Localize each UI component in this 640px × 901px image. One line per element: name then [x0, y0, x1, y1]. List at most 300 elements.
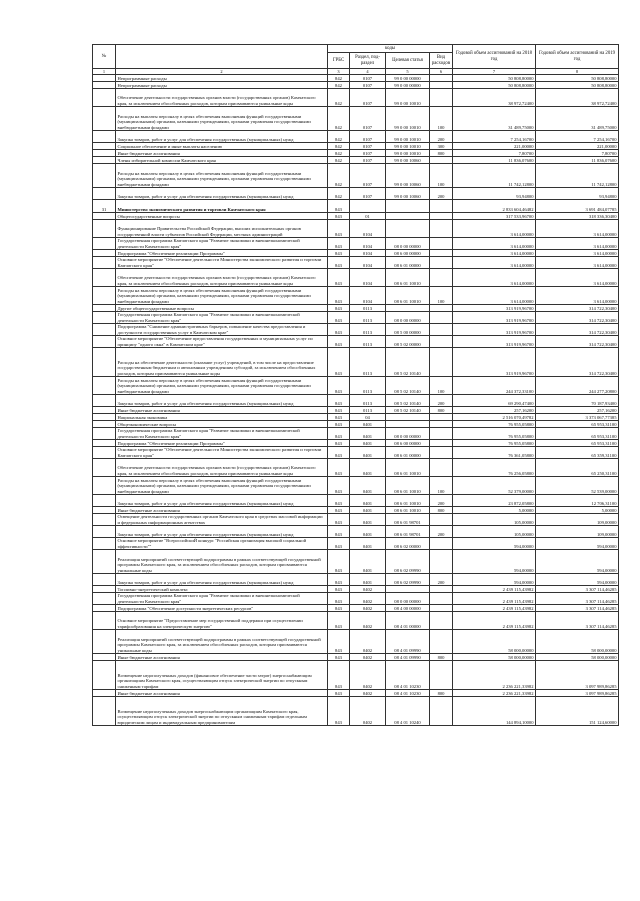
row-target-article: 08 5 02 10140 — [386, 407, 430, 414]
row-amount-2018: 3 614,00000 — [453, 238, 536, 250]
row-expense-type — [430, 89, 453, 107]
row-grbs: 843 — [328, 269, 350, 287]
row-grbs: 843 — [328, 690, 350, 697]
row-target-article: 08 6 01 10010 — [386, 477, 430, 495]
row-target-article — [386, 586, 430, 593]
row-name: Министерство экономического развития и торговли Камчатского края — [116, 200, 328, 213]
row-razdel: 0104 — [350, 269, 386, 287]
row-razdel: 0401 — [350, 538, 386, 550]
row-expense-type: 800 — [430, 150, 453, 157]
row-number — [93, 150, 116, 157]
row-number — [93, 107, 116, 131]
row-expense-type — [430, 550, 453, 574]
row-target-article: 08 0 00 00000 — [386, 428, 430, 440]
row-expense-type: 800 — [430, 690, 453, 697]
row-target-article: 99 0 00 10060 — [386, 157, 430, 164]
row-grbs: 843 — [328, 213, 350, 220]
row-target-article: 08 6 01 98701 — [386, 514, 430, 526]
row-amount-2019: 314 722,30400 — [536, 324, 619, 336]
row-expense-type — [430, 250, 453, 257]
row-amount-2018: 313 919,96700 — [453, 312, 536, 324]
row-target-article: 08 5 00 00000 — [386, 324, 430, 336]
row-razdel: 0113 — [350, 324, 386, 336]
row-amount-2018: 2 439 115,43982 — [453, 586, 536, 593]
row-name: Освещение деятельности государственных органов Камчатского края в средствах массовой информации и федеральных информационных агентствах — [116, 514, 328, 526]
row-name: Основное мероприятие "Обеспечение деятельности Министерства экономического развития и торговли Камчатского края" — [116, 447, 328, 459]
row-name: Реализация мероприятий соответствующей подпрограммы в рамках соответствующей государственной программы Камчатского края, за исключением обособленных расходов, которым присваиваются уникальные коды — [116, 630, 328, 654]
row-name: Закупка товаров, работ и услуг для обеспечения государственных (муниципальных) нужд — [116, 574, 328, 586]
table-row — [93, 612, 619, 630]
row-target-article: 08 6 01 00000 — [386, 447, 430, 459]
row-amount-2019: 3 373 067,77385 — [536, 414, 619, 421]
row-name: Основное мероприятие "ВсероссийскиЙ конкурс "Российская организация высокой социальной эффективности"" — [116, 538, 328, 550]
row-name: Подпрограмма "Обеспечение реализации Программы" — [116, 250, 328, 257]
row-number — [93, 440, 116, 447]
row-number — [93, 324, 116, 336]
row-razdel: 0107 — [350, 131, 386, 143]
row-amount-2018: 3 614,00000 — [453, 269, 536, 287]
header-year-2018: Годовой объем ассигнований на 2018 год — [453, 45, 536, 69]
row-expense-type: 200 — [430, 188, 453, 200]
row-number — [93, 407, 116, 414]
row-number — [93, 550, 116, 574]
row-target-article: 99 0 00 10010 — [386, 143, 430, 150]
row-amount-2019: 50 808,80000 — [536, 82, 619, 89]
row-amount-2018: 2 439 115,43982 — [453, 593, 536, 605]
row-amount-2019: 3 097 989,86285 — [536, 661, 619, 690]
row-amount-2019: 5,00000 — [536, 507, 619, 514]
row-target-article: 08 4 01 00000 — [386, 612, 430, 630]
row-amount-2018: 313 919,96700 — [453, 348, 536, 377]
row-target-article: 99 0 00 10010 — [386, 150, 430, 157]
row-amount-2019: 3 691 484,07785 — [536, 200, 619, 213]
header-year-2019: Годовой объем ассигнований на 2019 год — [536, 45, 619, 69]
table-row — [93, 414, 619, 421]
row-razdel: 0104 — [350, 220, 386, 238]
table-row — [93, 213, 619, 220]
row-razdel: 0401 — [350, 514, 386, 526]
row-amount-2018: 50 808,80000 — [453, 82, 536, 89]
table-row — [93, 257, 619, 269]
table-row — [93, 447, 619, 459]
row-amount-2019: 314 722,30400 — [536, 348, 619, 377]
row-number — [93, 89, 116, 107]
row-number — [93, 82, 116, 89]
row-amount-2019: 594,00000 — [536, 550, 619, 574]
row-number: 31 — [93, 200, 116, 213]
row-name: Другие общегосударственные вопросы — [116, 305, 328, 312]
row-expense-type — [430, 440, 453, 447]
row-razdel: 0104 — [350, 238, 386, 250]
row-grbs: 843 — [328, 586, 350, 593]
row-grbs: 843 — [328, 507, 350, 514]
row-grbs: 843 — [328, 593, 350, 605]
row-grbs: 843 — [328, 287, 350, 305]
row-expense-type: 200 — [430, 574, 453, 586]
row-expense-type: 300 — [430, 143, 453, 150]
row-amount-2019: 65 953,31100 — [536, 428, 619, 440]
row-grbs: 842 — [328, 188, 350, 200]
table-row — [93, 654, 619, 661]
row-name: Основное мероприятие "Предоставление мер государственной поддержки при осуществлении тарифообразования на электрическую энергию" — [116, 612, 328, 630]
row-name: Возмещение недополученных доходов (финансовое обеспечение части затрат) энергоснабжающим организациям Камчатского края, осуществляющим отпуск электрической энергии по отпускным сниженным тарифам — [116, 661, 328, 690]
row-name: Национальная экономика — [116, 414, 328, 421]
table-row — [93, 605, 619, 612]
row-expense-type — [430, 157, 453, 164]
table-row — [93, 586, 619, 593]
row-name: Государственная программа Камчатского края "Развитие экономики и внешнеэкономической деятельности Камчатского края" — [116, 312, 328, 324]
row-target-article: 99 0 00 10010 — [386, 89, 430, 107]
row-name: Члены избирательной комиссии Камчатского края — [116, 157, 328, 164]
column-number-label: 7 — [453, 69, 536, 75]
row-grbs: 843 — [328, 514, 350, 526]
row-number — [93, 630, 116, 654]
row-razdel: 0402 — [350, 654, 386, 661]
row-razdel: 01 — [350, 213, 386, 220]
row-razdel: 0107 — [350, 82, 386, 89]
table-row — [93, 107, 619, 131]
row-amount-2019: 58 000,00000 — [536, 654, 619, 661]
row-name: Реализация мероприятий соответствующей подпрограммы в рамках соответствующей государственной программы Камчатского края, за исключением обособленных расходов, которым присваиваются уникальные коды — [116, 550, 328, 574]
row-name: Топливно-энергетический комплекс — [116, 586, 328, 593]
row-amount-2019: 93,94800 — [536, 188, 619, 200]
row-amount-2019: 3 307 114,46285 — [536, 612, 619, 630]
row-number — [93, 514, 116, 526]
row-amount-2018: 69 290,47400 — [453, 395, 536, 407]
row-razdel: 0113 — [350, 305, 386, 312]
row-target-article: 08 6 01 10010 — [386, 507, 430, 514]
row-grbs: 843 — [328, 312, 350, 324]
row-number — [93, 188, 116, 200]
row-amount-2018: 38 972,72400 — [453, 89, 536, 107]
row-target-article: 99 0 00 10010 — [386, 107, 430, 131]
row-amount-2019: 314 722,30400 — [536, 305, 619, 312]
row-razdel: 0104 — [350, 257, 386, 269]
row-amount-2018: 2 516 070,49782 — [453, 414, 536, 421]
row-grbs: 843 — [328, 654, 350, 661]
row-expense-type — [430, 238, 453, 250]
row-amount-2019: 65 953,31100 — [536, 440, 619, 447]
row-number — [93, 459, 116, 477]
row-number — [93, 605, 116, 612]
row-name: Государственная программа Камчатского края "Развитие экономики и внешнеэкономической деятельности Камчатского края" — [116, 428, 328, 440]
column-number-label: 5 — [386, 69, 430, 75]
row-amount-2019: 314 722,30400 — [536, 336, 619, 348]
row-grbs: 843 — [328, 526, 350, 538]
row-grbs: 842 — [328, 107, 350, 131]
row-grbs: 843 — [328, 605, 350, 612]
row-amount-2019: 58 000,00000 — [536, 630, 619, 654]
row-razdel: 0401 — [350, 495, 386, 507]
row-name: Расходы на обеспечение деятельности (оказание услуг) учреждений, в том числе на предоставление государственным бюджетным и автономным учреждениям субсидий, за исключением обособленных расходов, которым присваиваются уникальные коды — [116, 348, 328, 377]
row-amount-2019: 244 277,20800 — [536, 377, 619, 395]
row-target-article: 99 0 00 10010 — [386, 131, 430, 143]
row-amount-2018: 313 919,96700 — [453, 305, 536, 312]
row-grbs: 843 — [328, 495, 350, 507]
row-expense-type — [430, 200, 453, 213]
row-number — [93, 428, 116, 440]
row-name: Государственная программа Камчатского края "Развитие экономики и внешнеэкономической деятельности Камчатского края" — [116, 238, 328, 250]
row-name: Функционирование Правительства Российской Федерации, высших исполнительных органов государственной власти субъектов Российской Федерации, местных администраций — [116, 220, 328, 238]
row-target-article: 99 0 00 10060 — [386, 188, 430, 200]
row-amount-2019: 3 307 114,46285 — [536, 586, 619, 593]
row-amount-2019: 3 614,00000 — [536, 220, 619, 238]
row-name: Непрограммные расходы — [116, 75, 328, 82]
table-row — [93, 428, 619, 440]
row-expense-type — [430, 324, 453, 336]
row-razdel: 0402 — [350, 593, 386, 605]
table-row — [93, 348, 619, 377]
row-amount-2018: 3 614,00000 — [453, 250, 536, 257]
row-amount-2018: 3 614,00000 — [453, 287, 536, 305]
row-amount-2018: 58 000,00000 — [453, 654, 536, 661]
row-target-article: 08 5 02 10140 — [386, 377, 430, 395]
row-target-article: 08 6 02 09990 — [386, 550, 430, 574]
column-number-label: 4 — [350, 69, 386, 75]
row-name: Иные бюджетные ассигнования — [116, 690, 328, 697]
row-grbs: 843 — [328, 414, 350, 421]
row-expense-type — [430, 82, 453, 89]
row-target-article: 08 6 00 00000 — [386, 440, 430, 447]
budget-table — [92, 44, 619, 726]
row-razdel: 0113 — [350, 348, 386, 377]
row-amount-2019: 70 187,93400 — [536, 395, 619, 407]
row-number — [93, 697, 116, 726]
header-razdel: Раздел, под-раздел — [350, 53, 386, 69]
row-expense-type: 100 — [430, 164, 453, 188]
row-amount-2019: 3 307 114,46285 — [536, 605, 619, 612]
row-amount-2018: 58 000,00000 — [453, 630, 536, 654]
table-row — [93, 75, 619, 82]
row-razdel: 0113 — [350, 336, 386, 348]
table-row — [93, 250, 619, 257]
table-row — [93, 324, 619, 336]
table-row — [93, 131, 619, 143]
row-grbs: 842 — [328, 82, 350, 89]
header-expense-type: Вид расходов — [430, 53, 453, 69]
table-row — [93, 377, 619, 395]
row-amount-2018: 23 872,05800 — [453, 495, 536, 507]
row-expense-type — [430, 213, 453, 220]
row-number — [93, 447, 116, 459]
table-row — [93, 477, 619, 495]
row-target-article: 08 6 01 98701 — [386, 526, 430, 538]
row-name: Обеспечение деятельности государственных органов власти (государственных органов) Камчатского края, за исключением обособленных расходов, которым присваиваются уникальные коды — [116, 89, 328, 107]
row-number — [93, 526, 116, 538]
row-name: Расходы на выплаты персоналу в целях обеспечения выполнения функций государственными (муниципальными) органами, казенными учреждениями, органами управления государственными внебюджетными фондами — [116, 164, 328, 188]
row-grbs: 843 — [328, 395, 350, 407]
table-row — [93, 440, 619, 447]
row-number — [93, 164, 116, 188]
row-name: Подпрограмма "Обеспечение реализации Программы" — [116, 440, 328, 447]
row-razdel: 0107 — [350, 107, 386, 131]
row-razdel: 0113 — [350, 395, 386, 407]
row-number — [93, 257, 116, 269]
table-row — [93, 507, 619, 514]
row-amount-2018: 594,00000 — [453, 574, 536, 586]
row-amount-2018: 76 955,05800 — [453, 440, 536, 447]
row-name: Иные бюджетные ассигнования — [116, 654, 328, 661]
row-amount-2018: 52 379,00000 — [453, 477, 536, 495]
row-target-article — [386, 220, 430, 238]
row-target-article — [386, 200, 430, 213]
row-target-article: 08 6 00 00000 — [386, 250, 430, 257]
row-target-article: 08 5 02 10140 — [386, 348, 430, 377]
row-grbs: 842 — [328, 164, 350, 188]
table-row — [93, 82, 619, 89]
row-razdel: 0113 — [350, 377, 386, 395]
row-name: Подпрограмма "Снижение административных барьеров, повышение качества предоставления и доступности государственных услуг в Камчатском крае" — [116, 324, 328, 336]
row-expense-type — [430, 661, 453, 690]
row-number — [93, 312, 116, 324]
row-name: Закупка товаров, работ и услуг для обеспечения государственных (муниципальных) нужд — [116, 495, 328, 507]
row-expense-type — [430, 312, 453, 324]
table-row — [93, 550, 619, 574]
row-number — [93, 305, 116, 312]
table-row — [93, 495, 619, 507]
row-amount-2019: 31 489,75000 — [536, 107, 619, 131]
row-name: Закупка товаров, работ и услуг для обеспечения государственных (муниципальных) нужд — [116, 131, 328, 143]
row-razdel: 0401 — [350, 447, 386, 459]
row-amount-2019: 3 307 114,46285 — [536, 593, 619, 605]
row-target-article: 08 6 01 10010 — [386, 495, 430, 507]
row-amount-2019: 109,00000 — [536, 526, 619, 538]
row-name: Государственная программа Камчатского края "Развитие экономики и внешнеэкономической деятельности Камчатского края" — [116, 593, 328, 605]
row-amount-2018: 105,00000 — [453, 526, 536, 538]
row-grbs: 843 — [328, 377, 350, 395]
row-target-article: 08 4 01 10230 — [386, 661, 430, 690]
row-razdel: 0401 — [350, 428, 386, 440]
row-name: Закупка товаров, работ и услуг для обеспечения государственных (муниципальных) нужд — [116, 188, 328, 200]
row-grbs: 843 — [328, 336, 350, 348]
row-number — [93, 586, 116, 593]
row-name: Подпрограмма "Обеспечение доступности энергетических ресурсов" — [116, 605, 328, 612]
row-number — [93, 220, 116, 238]
row-name: Основное мероприятие "Обеспечение предоставления государственных и муниципальных услуг по принципу "одного окна" в Камчатском крае" — [116, 336, 328, 348]
row-target-article: 08 6 01 10010 — [386, 269, 430, 287]
row-amount-2018: 7 254,16700 — [453, 131, 536, 143]
row-expense-type: 100 — [430, 107, 453, 131]
row-grbs: 843 — [328, 257, 350, 269]
row-amount-2018: 2 236 221,33982 — [453, 661, 536, 690]
row-razdel: 0402 — [350, 612, 386, 630]
row-razdel: 0402 — [350, 605, 386, 612]
row-amount-2019: 3 614,00000 — [536, 250, 619, 257]
row-amount-2019: 65 250,31100 — [536, 459, 619, 477]
row-grbs: 843 — [328, 428, 350, 440]
row-grbs: 842 — [328, 131, 350, 143]
row-amount-2018: 11 742,12800 — [453, 164, 536, 188]
column-number-label: 8 — [536, 69, 619, 75]
row-target-article: 08 0 00 00000 — [386, 312, 430, 324]
row-razdel: 0107 — [350, 164, 386, 188]
row-expense-type: 100 — [430, 287, 453, 305]
row-amount-2019: 3 097 989,86285 — [536, 690, 619, 697]
row-razdel: 0401 — [350, 574, 386, 586]
row-target-article: 08 6 01 00000 — [386, 257, 430, 269]
table-row — [93, 407, 619, 414]
row-name: Основное мероприятие "Обеспечение деятельности Министерства экономического развития и торговли Камчатского края" — [116, 257, 328, 269]
row-amount-2019: 11 742,12800 — [536, 164, 619, 188]
row-grbs: 842 — [328, 75, 350, 82]
row-number — [93, 690, 116, 697]
header-target-article: Целевая статья — [386, 53, 430, 69]
row-amount-2018: 76 955,05800 — [453, 428, 536, 440]
row-name: Обеспечение деятельности государственных органов власти (государственных органов) Камчатского края, за исключением обособленных расходов, которым присваиваются уникальные коды — [116, 459, 328, 477]
row-razdel: 0402 — [350, 661, 386, 690]
row-number — [93, 287, 116, 305]
row-grbs: 842 — [328, 89, 350, 107]
row-grbs: 842 — [328, 143, 350, 150]
row-expense-type — [430, 447, 453, 459]
column-number-label: 3 — [328, 69, 350, 75]
row-number — [93, 574, 116, 586]
row-razdel: 0401 — [350, 526, 386, 538]
table-row — [93, 690, 619, 697]
row-grbs: 843 — [328, 612, 350, 630]
table-row — [93, 188, 619, 200]
row-name: Общегосударственные вопросы — [116, 213, 328, 220]
row-amount-2018: 317 533,96700 — [453, 213, 536, 220]
header-number: № — [93, 45, 116, 69]
row-amount-2019: 594,00000 — [536, 538, 619, 550]
row-target-article: 99 0 00 00000 — [386, 75, 430, 82]
row-grbs: 843 — [328, 324, 350, 336]
row-amount-2018: 76 256,05800 — [453, 459, 536, 477]
row-razdel: 0113 — [350, 407, 386, 414]
row-name: Общеэкономические вопросы — [116, 421, 328, 428]
row-amount-2018: 257,16200 — [453, 407, 536, 414]
row-amount-2018: 105,00000 — [453, 514, 536, 526]
budget-table-sheet — [92, 44, 618, 726]
row-target-article: 08 4 01 10240 — [386, 697, 430, 726]
row-amount-2018: 144 894,10000 — [453, 697, 536, 726]
row-grbs: 843 — [328, 630, 350, 654]
column-number-label: 1 — [93, 69, 116, 75]
table-row — [93, 459, 619, 477]
row-target-article: 99 0 00 10060 — [386, 164, 430, 188]
row-amount-2019: 65 953,31100 — [536, 421, 619, 428]
row-name: Непрограммные расходы — [116, 82, 328, 89]
row-target-article: 08 5 02 00000 — [386, 336, 430, 348]
row-grbs: 843 — [328, 250, 350, 257]
row-grbs: 843 — [328, 305, 350, 312]
row-target-article: 08 6 02 00000 — [386, 538, 430, 550]
row-number — [93, 348, 116, 377]
row-razdel: 0104 — [350, 250, 386, 257]
table-row — [93, 150, 619, 157]
row-razdel — [350, 200, 386, 213]
table-row — [93, 630, 619, 654]
row-grbs: 843 — [328, 550, 350, 574]
row-expense-type: 200 — [430, 495, 453, 507]
row-number — [93, 377, 116, 395]
row-grbs: 843 — [328, 574, 350, 586]
row-target-article: 08 4 01 09990 — [386, 654, 430, 661]
row-amount-2019: 11 836,07600 — [536, 157, 619, 164]
table-row — [93, 336, 619, 348]
row-expense-type — [430, 421, 453, 428]
row-amount-2019: 3 614,00000 — [536, 287, 619, 305]
row-expense-type: 200 — [430, 395, 453, 407]
row-grbs: 843 — [328, 447, 350, 459]
row-razdel: 0401 — [350, 477, 386, 495]
row-razdel: 0401 — [350, 459, 386, 477]
row-expense-type — [430, 220, 453, 238]
row-amount-2018: 2 833 604,46482 — [453, 200, 536, 213]
row-number — [93, 250, 116, 257]
row-grbs: 843 — [328, 421, 350, 428]
